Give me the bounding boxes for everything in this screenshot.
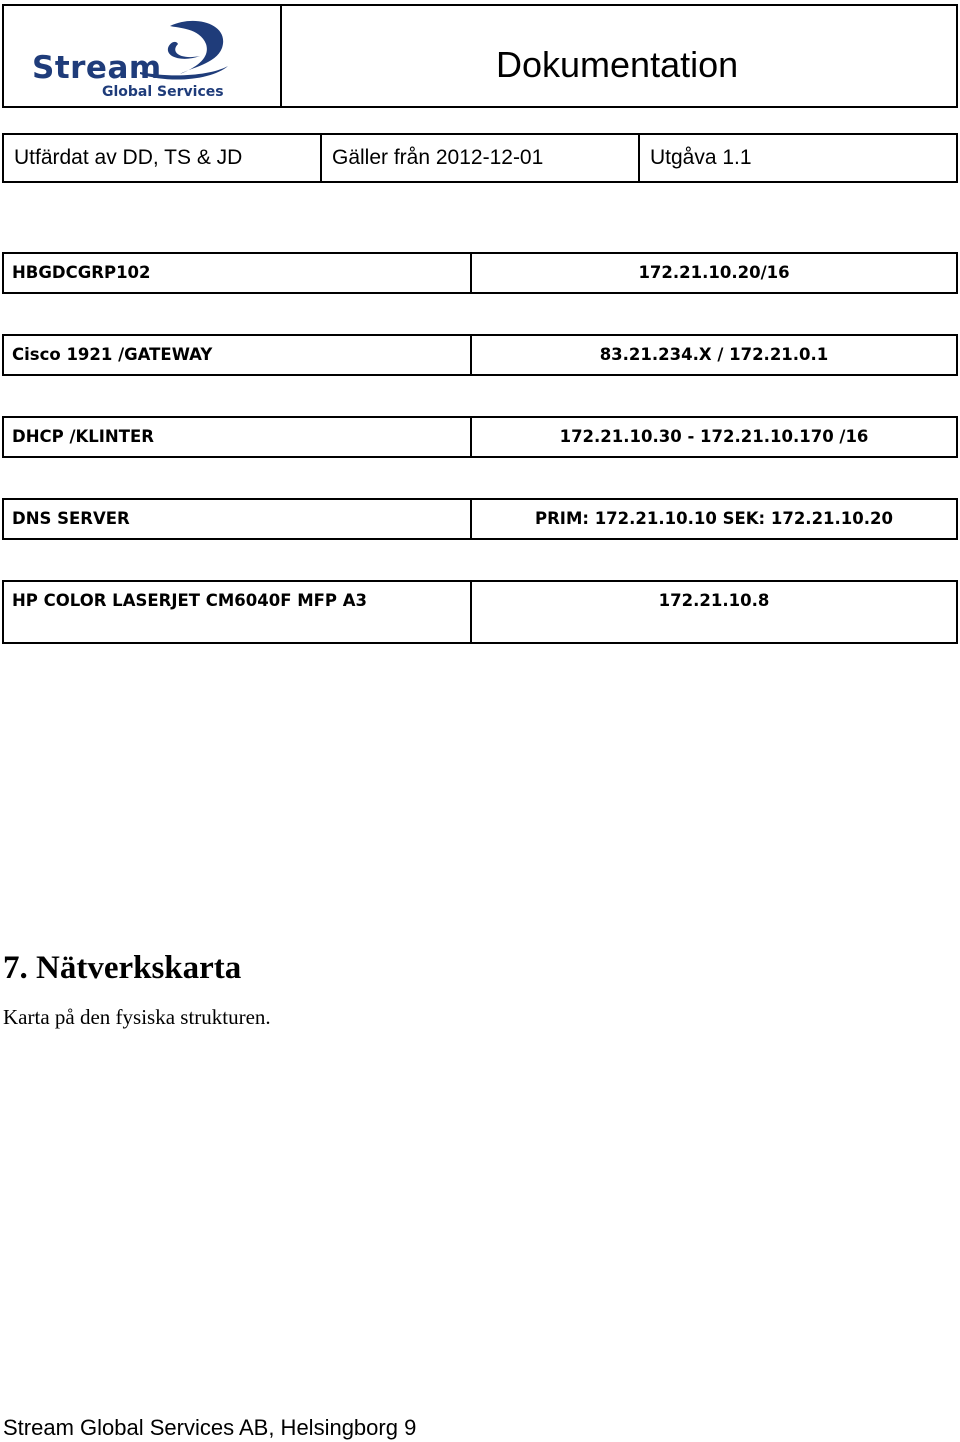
row-label: HBGDCGRP102: [4, 254, 472, 292]
document-meta: [2, 133, 958, 183]
edition: Utgåva 1.1: [650, 146, 752, 169]
row-value: 172.21.10.20/16: [638, 263, 790, 282]
table-row: [2, 580, 958, 644]
section-heading: 7. Nätverkskarta: [3, 950, 242, 986]
row-value: 172.21.10.30 - 172.21.10.170 /16: [559, 427, 869, 446]
row-value: 172.21.10.8: [658, 591, 770, 610]
logo-subbrand-text: Global Services: [102, 84, 224, 100]
row-value: PRIM: 172.21.10.10 SEK: 172.21.10.20: [535, 509, 893, 528]
table-row: [2, 498, 958, 540]
row-label: DHCP /KLINTER: [4, 418, 472, 456]
logo-cell: [4, 6, 282, 106]
issued-by: Utfärdat av DD, TS & JD: [4, 135, 322, 181]
title-cell: [282, 6, 956, 106]
row-label: Cisco 1921 /GATEWAY: [4, 336, 472, 374]
valid-from: Gäller från 2012-12-01: [322, 135, 640, 181]
document-title: Dokumentation: [496, 44, 739, 85]
row-label: DNS SERVER: [4, 500, 472, 538]
stream-global-services-logo: [30, 16, 230, 102]
row-label: HP COLOR LASERJET CM6040F MFP A3: [4, 582, 472, 642]
table-row: [2, 416, 958, 458]
row-value: 83.21.234.X / 172.21.0.1: [599, 345, 829, 364]
table-row: [2, 334, 958, 376]
logo-brand-text: Stream: [32, 50, 162, 86]
document-header: [2, 4, 958, 108]
section-text: Karta på den fysiska strukturen.: [3, 1005, 271, 1029]
page-footer: Stream Global Services AB, Helsingborg 9: [3, 1415, 417, 1440]
table-row: [2, 252, 958, 294]
